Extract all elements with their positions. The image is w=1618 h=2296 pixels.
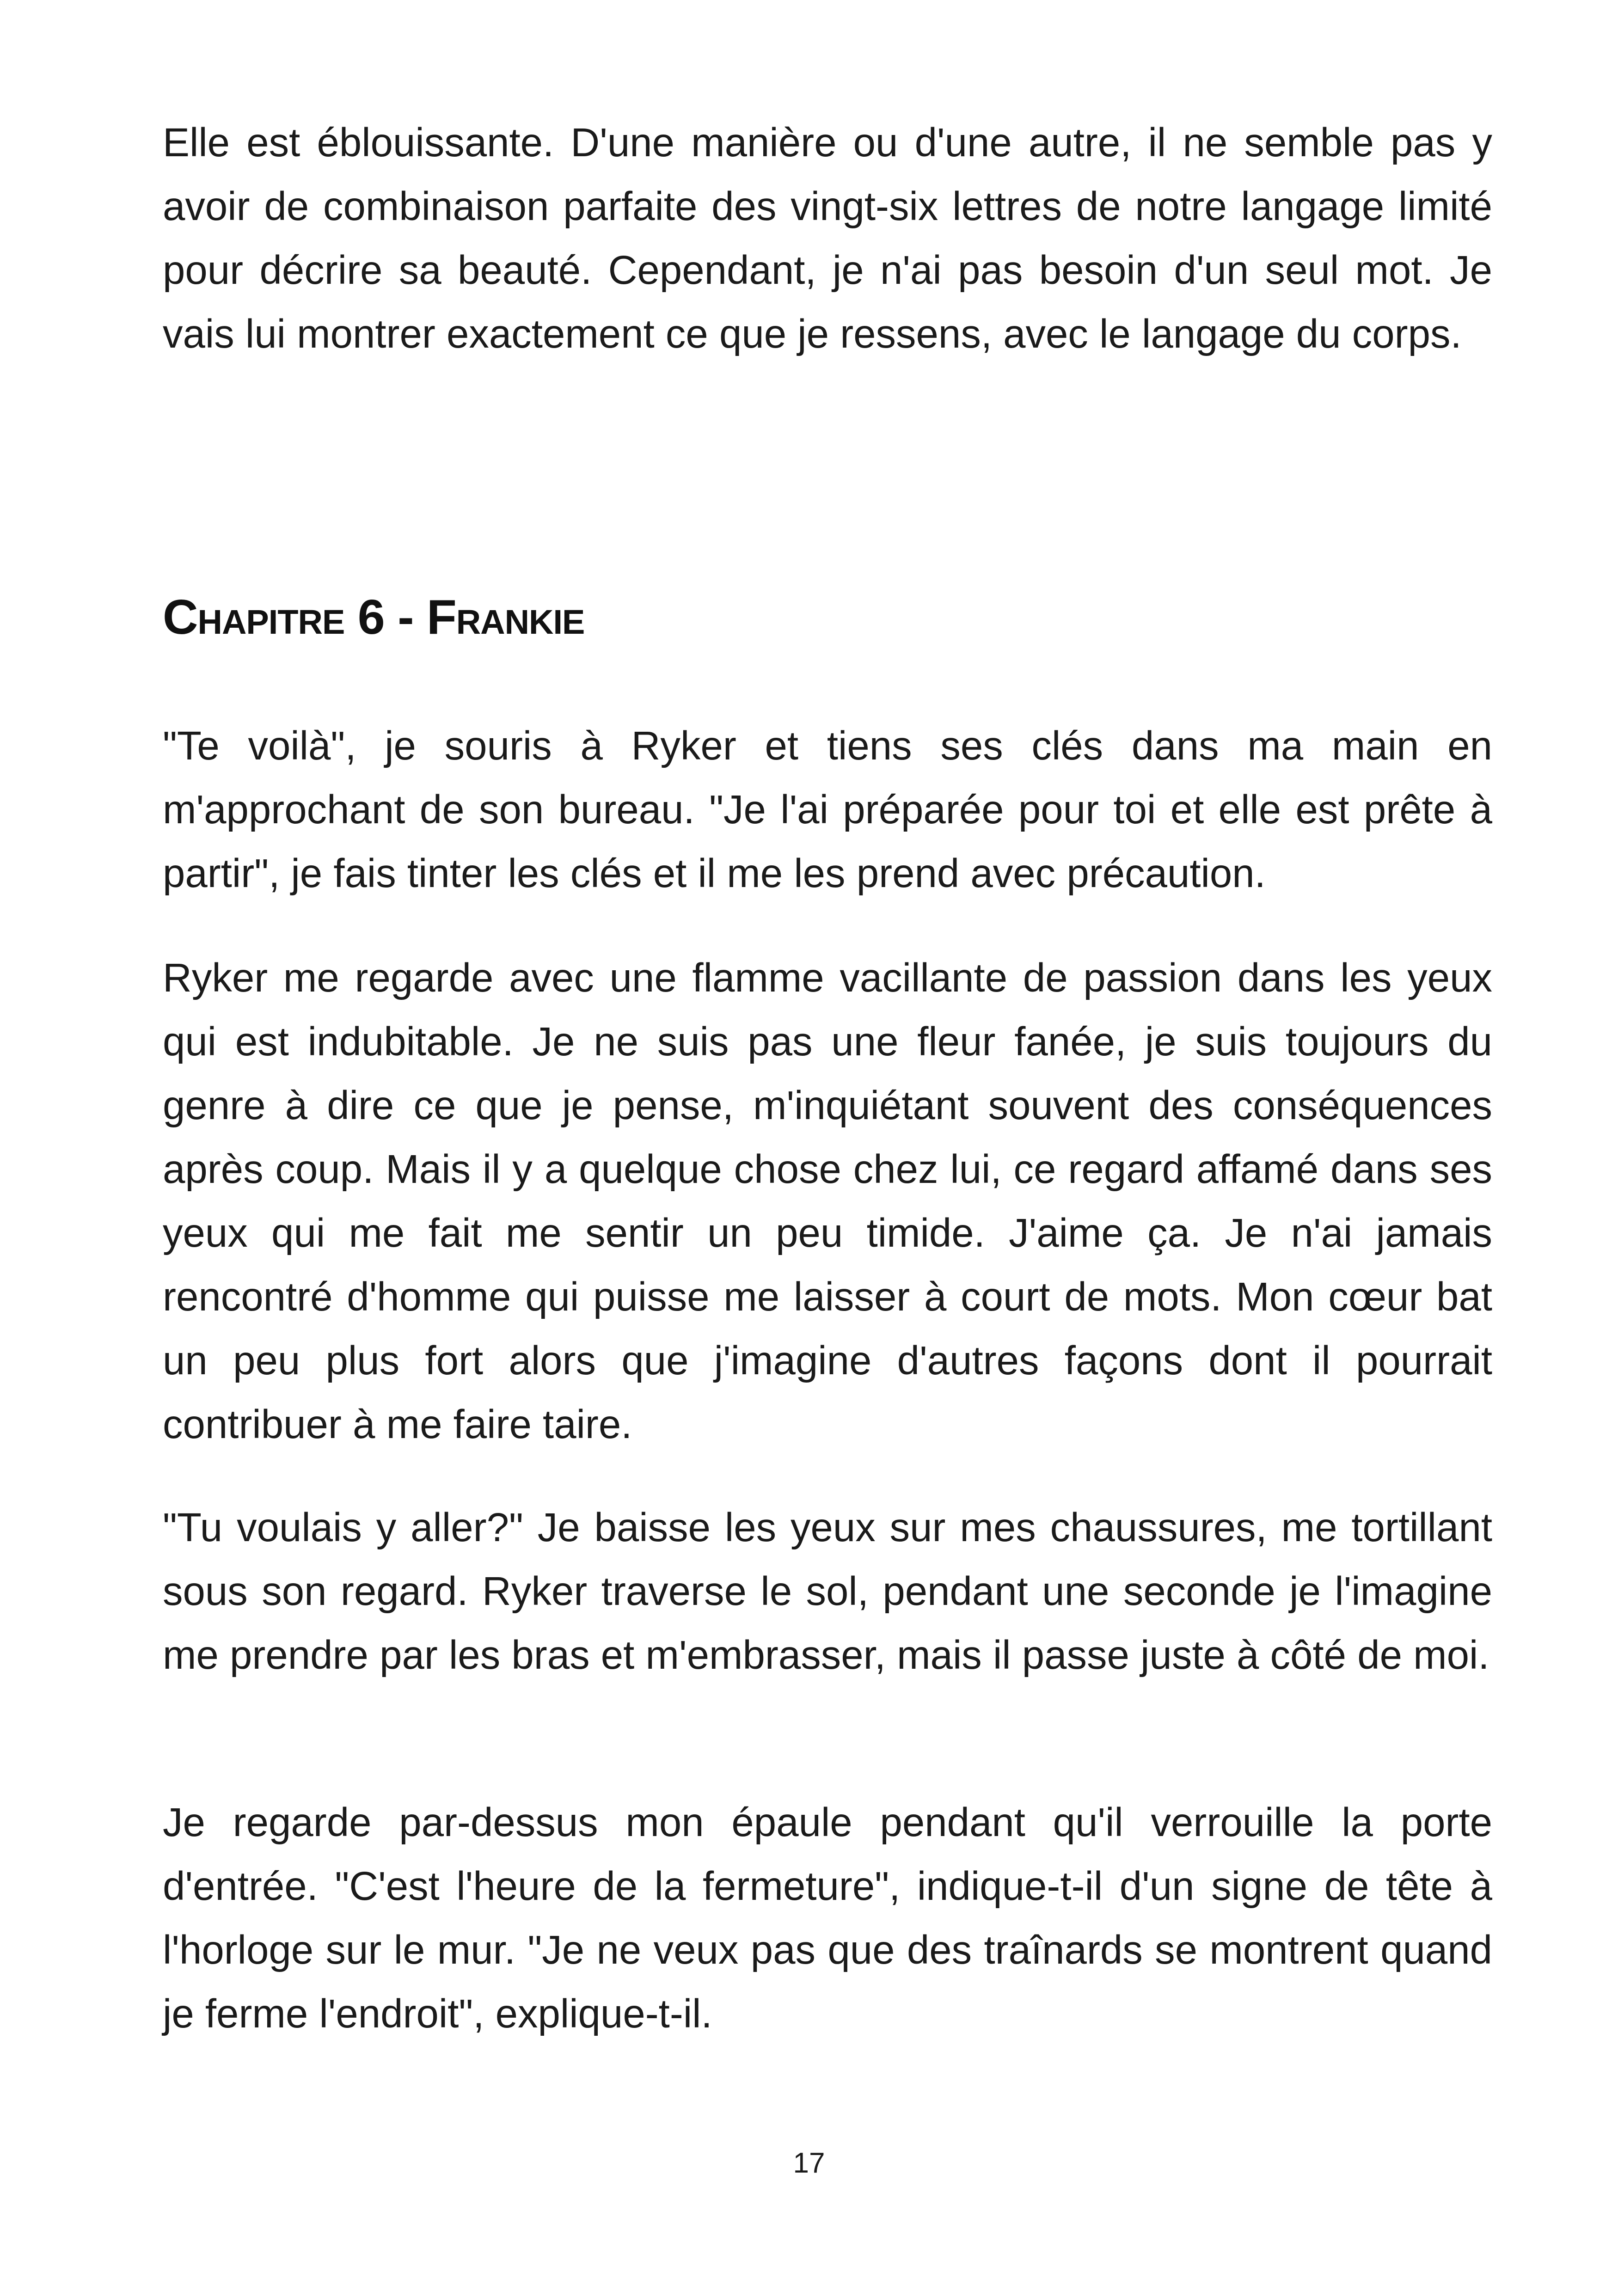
chapter-heading: Chapitre 6 - Frankie <box>163 590 585 644</box>
paragraph: Je regarde par-dessus mon épaule pendant qu'il verrouille la porte d'entrée. "C'est l'heure de la fermeture", indique-t-il d'un signe de tête à l'horloge sur le mur. "Je ne veux pas que des traînards se montrent quand je ferme l'endroit", explique-t-il. <box>163 1800 1492 2036</box>
paragraph: "Te voilà", je souris à Ryker et tiens ses clés dans ma main en m'approchant de son bureau. "Je l'ai préparée pour toi et elle est prête à partir", je fais tinter les clés et il me les prend avec précaution. <box>163 723 1492 896</box>
paragraph-intro: Elle est éblouissante. D'une manière ou d'une autre, il ne semble pas y avoir de combinaison parfaite des vingt-six lettres de notre langage limité pour décrire sa beauté. Cependant, je n'ai pas besoin d'un seul mot. Je vais lui montrer exactement ce que je ressens, avec le langage du corps. <box>163 120 1492 356</box>
paragraph: "Tu voulais y aller?" Je baisse les yeux sur mes chaussures, me tortillant sous son regard. Ryker traverse le sol, pendant une seconde je l'imagine me prendre par les bras et m'embrasser, mais il passe juste à côté de moi. <box>163 1505 1492 1678</box>
paragraph: Ryker me regarde avec une flamme vacillante de passion dans les yeux qui est indubitable. Je ne suis pas une fleur fanée, je suis toujours du genre à dire ce que je pense, m'inquiétant souvent des conséquences après coup. Mais il y a quelque chose chez lui, ce regard affamé dans ses yeux qui me fait me sentir un peu timide. J'aime ça. Je n'ai jamais rencontré d'homme qui puisse me laisser à court de mots. Mon cœur bat un peu plus fort alors que j'imagine d'autres façons dont il pourrait contribuer à me faire taire. <box>163 955 1492 1447</box>
page-number: 17 <box>793 2147 825 2179</box>
